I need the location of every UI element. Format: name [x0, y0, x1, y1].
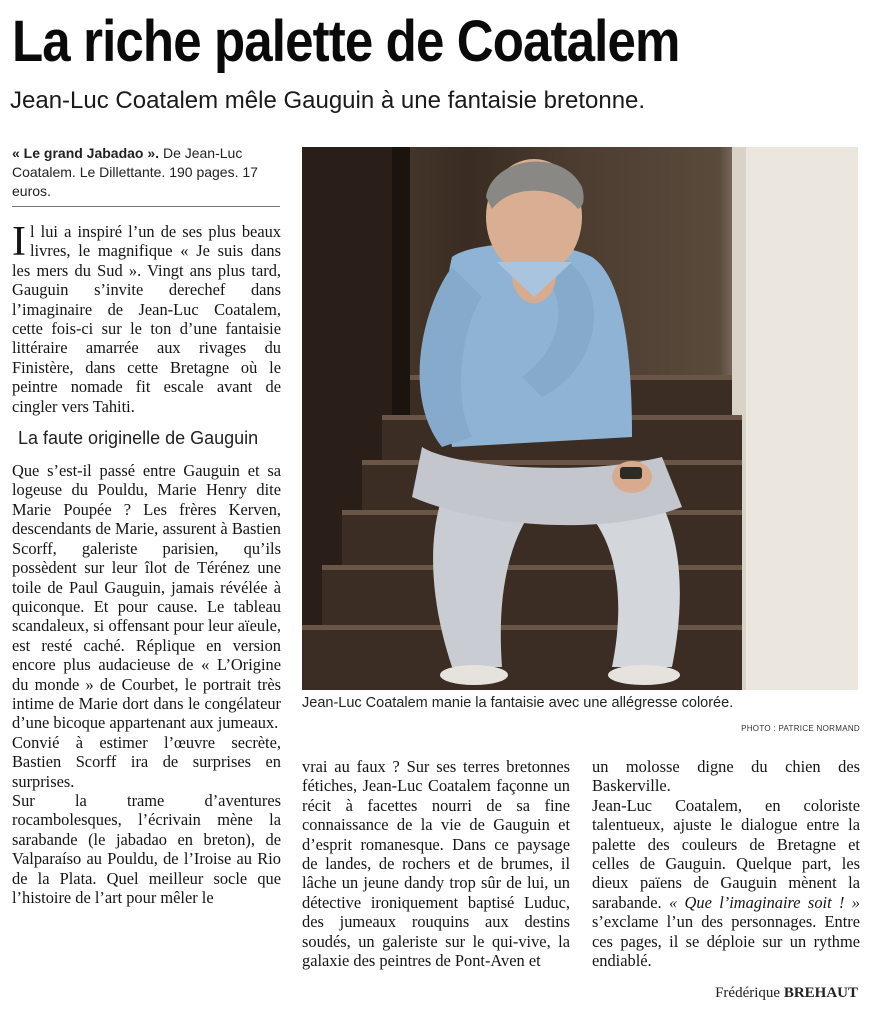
paragraph-6: un molosse digne du chien des Baskerville. [592, 757, 860, 796]
drop-cap: I [12, 219, 26, 265]
byline-last-name: BREHAUT [783, 985, 858, 1001]
paragraph-1-text: l lui a inspiré l’un de ses plus beaux livres, le magnifique « Je suis dans les mers du Sud ». Vingt ans plus tard, Gauguin s’invite derechef dans l’imaginaire de Jean-Luc Coatalem, cette fois-ci sur le ton d’une fantaisie littéraire amarrée aux rivages du Finistère, dans cette Bretagne où le peintre nomade fit escale avant de cingler vers Tahiti. [12, 222, 281, 416]
book-info-divider [12, 206, 280, 207]
column-2 [302, 757, 570, 970]
headline: La riche palette de Coatalem [12, 9, 680, 74]
book-info [12, 144, 280, 201]
paragraph-7-start: Jean-Luc Coatalem, en coloriste talentueux, ajuste le dialogue entre la palette des couleurs de Bretagne et celles de Gauguin. Quelque part, les dieux païens de Gauguin mènent la sarabande. [592, 795, 860, 912]
photo-caption: Jean-Luc Coatalem manie la fantaisie avec une allégresse colorée. [302, 695, 734, 711]
book-title: « Le grand Jabadao ». [12, 145, 160, 161]
paragraph-5: vrai au faux ? Sur ses terres bretonnes fétiches, Jean-Luc Coatalem façonne un récit à facettes nourri de sa fine connaissance de la vie de Gauguin et d’esprit romanesque. Dans ce paysage de landes, de rochers et de brumes, il lâche un jeune dandy trop sûr de lui, un détective ironiquement baptisé Luduc, des jumeaux rouquins aux destins soudés, un galeriste sur le qui-vive, la galaxie des peintres de Pont-Aven et [302, 757, 570, 971]
column-1 [12, 219, 281, 907]
quote: « Que l’imaginaire soit ! » [669, 892, 861, 912]
paragraph-7 [592, 796, 860, 971]
column-3 [592, 757, 860, 970]
paragraph-4: Sur la trame d’aventures rocambolesques, l’écrivain mène la sarabande (le jabadao en breton), de Valparaíso au Pouldu, de l’Iroise au Rio de la Plata. Quel meilleur socle que l’histoire de l’art pour mêler le [12, 790, 281, 907]
paragraph-7-end: s’exclame l’un des personnages. Entre ces pages, il se déploie sur un rythme endiablé. [592, 912, 860, 971]
paragraph-1 [12, 219, 281, 416]
paragraph-2: Que s’est-il passé entre Gauguin et sa logeuse du Pouldu, Marie Henry dite Marie Poupée ? Les frères Kerven, descendants de Marie, assurent à Bastien Scorff, galeriste parisien, qu’ils possèdent sur leur îlot de Térénez une toile de Paul Gauguin, jamais révélée à quiconque. Et pour cause. Le tableau scandaleux, si offensant pour leur aïeule, est resté caché. Réplique en version encore plus audacieuse de « L’Origine du monde » de Courbet, le portrait très intime de Marie dort dans le congélateur d’une bicoque appartenant aux jumeaux. [12, 461, 281, 733]
paragraph-3: Convié à estimer l’œuvre secrète, Bastien Scorff ira de surprises en surprises. [12, 732, 281, 791]
photo-credit: PHOTO : PATRICE NORMAND [741, 724, 860, 733]
section-subhead: La faute originelle de Gauguin [18, 428, 259, 449]
subtitle: Jean-Luc Coatalem mêle Gauguin à une fantaisie bretonne. [10, 87, 646, 114]
byline [600, 983, 858, 1003]
book-details: De Jean-Luc Coatalem. Le Dillettante. 190 pages. 17 euros. [12, 145, 258, 199]
portrait-illustration [302, 147, 858, 690]
byline-first-name: Frédérique [715, 985, 784, 1001]
article-photo [302, 147, 858, 690]
